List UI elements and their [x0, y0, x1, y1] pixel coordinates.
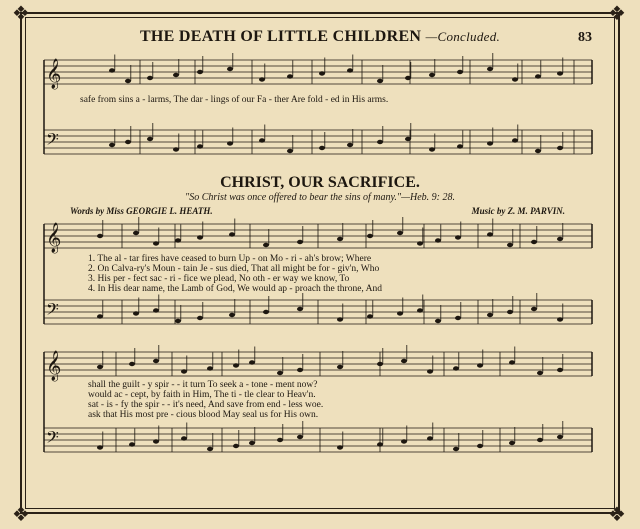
music-credit: Music by Z. M. PARVIN.	[471, 206, 565, 216]
note-head	[125, 140, 131, 144]
top-hymn-title: THE DEATH OF LITTLE CHILDREN —Concluded.	[139, 28, 501, 45]
corner-ornament-icon: ❖	[608, 3, 626, 25]
note-head	[405, 137, 411, 141]
note-head	[453, 366, 459, 370]
note-head	[153, 308, 159, 312]
note-head	[229, 313, 235, 317]
note-head	[507, 243, 513, 247]
note-head	[133, 231, 139, 235]
verse-line: ask that His most pre - cious blood May seal us for His own.	[88, 410, 319, 420]
note-head	[401, 439, 407, 443]
note-head	[319, 71, 325, 75]
note-head	[287, 74, 293, 78]
verse-line: 2. On Calva-ry's Moun - tain Je - sus died, That all might be for - giv'n, Who	[88, 264, 380, 274]
note-head	[427, 369, 433, 373]
verse-line: 3. His per - fect sac - ri - fice we plead, No oth - er way we know, To	[88, 274, 350, 284]
note-head	[509, 441, 515, 445]
words-credit: Words by Miss GEORGIE L. HEATH.	[70, 206, 213, 216]
note-head	[377, 362, 383, 366]
note-head	[277, 371, 283, 375]
note-head	[249, 441, 255, 445]
note-head	[512, 77, 518, 81]
note-head	[429, 147, 435, 151]
note-head	[153, 241, 159, 245]
scripture-epigraph: "So Christ was once offered to bear the sins of many."—Heb. 9: 28.	[185, 192, 455, 203]
note-head	[153, 439, 159, 443]
verse-line: sat - is - fy the spir - - it's need, And save from end - less woe.	[88, 400, 324, 410]
note-head	[367, 234, 373, 238]
note-head	[417, 241, 423, 245]
clef-icon: 𝄞	[46, 223, 62, 253]
note-head	[227, 141, 233, 145]
corner-ornament-icon: ❖	[608, 504, 626, 526]
note-head	[233, 444, 239, 448]
note-head	[319, 146, 325, 150]
note-head	[263, 310, 269, 314]
note-head	[455, 316, 461, 320]
note-head	[97, 234, 103, 238]
note-head	[153, 359, 159, 363]
note-head	[233, 363, 239, 367]
note-head	[487, 67, 493, 71]
note-head	[197, 235, 203, 239]
note-head	[109, 143, 115, 147]
note-head	[259, 138, 265, 142]
clef-icon: 𝄢	[46, 299, 59, 323]
note-head	[297, 307, 303, 311]
note-head	[557, 368, 563, 372]
note-head	[97, 314, 103, 318]
note-head	[557, 146, 563, 150]
note-head	[397, 231, 403, 235]
note-head	[509, 360, 515, 364]
hymn-title: CHRIST, OUR SACRIFICE.	[220, 174, 420, 191]
note-head	[173, 73, 179, 77]
note-head	[397, 311, 403, 315]
note-head	[512, 138, 518, 142]
note-head	[197, 144, 203, 148]
note-head	[557, 237, 563, 241]
clef-icon: 𝄢	[46, 427, 59, 451]
note-head	[147, 76, 153, 80]
note-head	[455, 235, 461, 239]
note-head	[227, 67, 233, 71]
page-number: 83	[578, 30, 592, 45]
note-head	[537, 438, 543, 442]
note-head	[435, 238, 441, 242]
note-head	[207, 447, 213, 451]
note-head	[535, 149, 541, 153]
note-head	[337, 365, 343, 369]
note-head	[535, 74, 541, 78]
note-head	[531, 240, 537, 244]
note-head	[367, 314, 373, 318]
note-head	[377, 79, 383, 83]
note-head	[181, 369, 187, 373]
note-head	[147, 137, 153, 141]
note-head	[249, 360, 255, 364]
note-head	[557, 317, 563, 321]
note-head	[457, 144, 463, 148]
note-head	[197, 316, 203, 320]
verse-line: 1. The al - tar fires have ceased to burn Up - on Mo - ri - ah's brow; Where	[88, 254, 372, 264]
note-head	[207, 366, 213, 370]
note-head	[181, 436, 187, 440]
note-head	[133, 311, 139, 315]
note-head	[259, 77, 265, 81]
corner-ornament-icon: ❖	[12, 3, 30, 25]
clef-icon: 𝄢	[46, 129, 59, 153]
note-head	[453, 447, 459, 451]
note-head	[277, 438, 283, 442]
note-head	[487, 313, 493, 317]
corner-ornament-icon: ❖	[12, 504, 30, 526]
note-head	[429, 73, 435, 77]
top-lyric-line: safe from sins a - larms, The dar - lings of our Fa - ther Are fold - ed in His arms.	[80, 95, 389, 105]
note-head	[417, 308, 423, 312]
note-head	[125, 79, 131, 83]
note-head	[175, 238, 181, 242]
note-head	[405, 76, 411, 80]
note-head	[97, 445, 103, 449]
note-head	[487, 141, 493, 145]
note-head	[287, 149, 293, 153]
note-head	[557, 435, 563, 439]
note-head	[487, 232, 493, 236]
note-head	[175, 319, 181, 323]
note-head	[377, 442, 383, 446]
note-head	[129, 362, 135, 366]
note-head	[531, 307, 537, 311]
note-head	[129, 442, 135, 446]
note-head	[435, 319, 441, 323]
note-head	[477, 363, 483, 367]
note-head	[457, 70, 463, 74]
note-head	[337, 317, 343, 321]
note-head	[297, 368, 303, 372]
note-head	[427, 436, 433, 440]
note-head	[477, 444, 483, 448]
note-head	[401, 359, 407, 363]
note-head	[97, 365, 103, 369]
note-head	[537, 371, 543, 375]
clef-icon: 𝄞	[46, 351, 62, 381]
note-head	[229, 232, 235, 236]
note-head	[337, 237, 343, 241]
verse-line: shall the guilt - y spir - - it turn To seek a - tone - ment now?	[88, 380, 318, 390]
note-head	[263, 243, 269, 247]
note-head	[347, 68, 353, 72]
note-head	[197, 70, 203, 74]
note-head	[297, 240, 303, 244]
note-head	[297, 435, 303, 439]
note-head	[557, 71, 563, 75]
note-head	[173, 147, 179, 151]
note-head	[109, 68, 115, 72]
note-head	[377, 140, 383, 144]
note-head	[507, 310, 513, 314]
verse-line: 4. In His dear name, the Lamb of God, We would ap - proach the throne, And	[88, 284, 383, 294]
note-head	[347, 143, 353, 147]
verse-line: would ac - cept, by faith in Him, The ti - tle clear to Heav'n.	[88, 390, 316, 400]
note-head	[337, 445, 343, 449]
clef-icon: 𝄞	[46, 59, 62, 89]
